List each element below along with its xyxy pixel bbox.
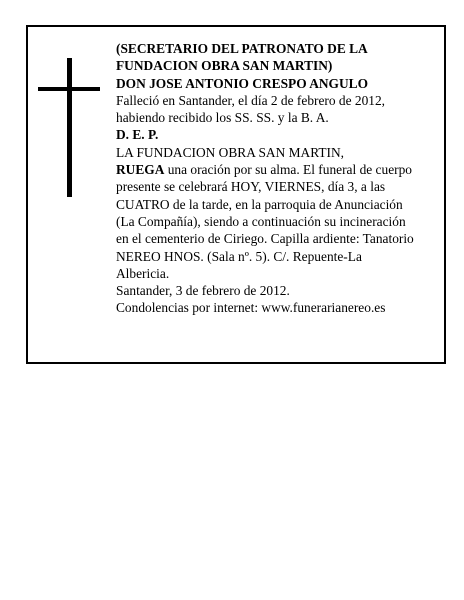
header-line: FUNDACION OBRA SAN MARTIN) bbox=[116, 58, 333, 74]
deceased-name: DON JOSE ANTONIO CRESPO ANGULO bbox=[116, 75, 368, 91]
request-line bbox=[116, 161, 436, 178]
funeral-line: Albericia. bbox=[116, 265, 170, 281]
death-line: habiendo recibido los SS. SS. y la B. A. bbox=[116, 110, 329, 126]
cross-icon bbox=[67, 58, 72, 197]
obituary-notice bbox=[26, 25, 446, 364]
notice-text bbox=[116, 40, 436, 317]
death-line: Falleció en Santander, el día 2 de febrero de 2012, bbox=[116, 92, 386, 108]
funeral-line: (La Compañía), siendo a continuación su incineración bbox=[116, 213, 406, 229]
condolences-line: Condolencias por internet: www.funerarianereo.es bbox=[116, 300, 386, 316]
dep-line: D. E. P. bbox=[116, 127, 159, 143]
funeral-line: NEREO HNOS. (Sala nº. 5). C/. Repuente-La bbox=[116, 248, 362, 264]
funeral-line: CUATRO de la tarde, en la parroquia de Anunciación bbox=[116, 196, 403, 212]
funeral-line: presente se celebrará HOY, VIERNES, día 3, a las bbox=[116, 179, 386, 195]
request-text: una oración por su alma. El funeral de cuerpo bbox=[164, 162, 412, 178]
funeral-line: en el cementerio de Ciriego. Capilla ardiente: Tanatorio bbox=[116, 231, 414, 247]
cross-icon-bar bbox=[38, 87, 100, 91]
place-date: Santander, 3 de febrero de 2012. bbox=[116, 283, 290, 299]
request-word: RUEGA bbox=[116, 162, 165, 178]
header-line: (SECRETARIO DEL PATRONATO DE LA bbox=[116, 41, 368, 56]
organization-line: LA FUNDACION OBRA SAN MARTIN, bbox=[116, 144, 344, 160]
